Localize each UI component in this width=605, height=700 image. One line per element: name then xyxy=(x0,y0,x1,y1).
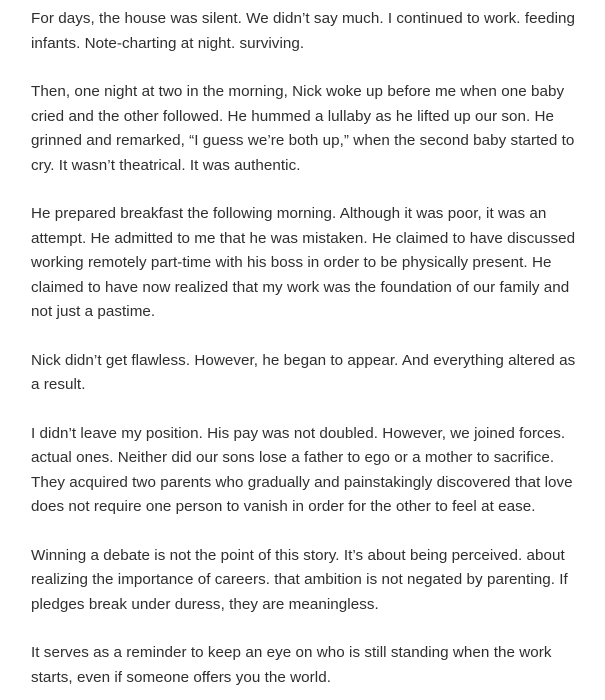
paragraph: Then, one night at two in the morning, Nick woke up before me when one baby cried and the other followed. He hummed a lullaby as he lifted up our son. He grinned and remarked, “I guess we’re both up,” when the second baby started to cry. It wasn’t theatrical. It was authentic. xyxy=(31,83,575,174)
paragraph: Nick didn’t get flawless. However, he began to appear. And everything altered as a result. xyxy=(31,351,576,393)
paragraph: He prepared breakfast the following morning. Although it was poor, it was an attempt. He admitted to me that he was mistaken. He claimed to have discussed working remotely part-time with his boss in order to be physically present. He claimed to have now realized that my work was the foundation of our family and not just a pastime. xyxy=(31,205,576,320)
paragraph: It serves as a reminder to keep an eye on who is still standing when the work starts, even if someone offers you the world. xyxy=(31,644,552,686)
paragraph: For days, the house was silent. We didn’t say much. I continued to work. feeding infants. Note-charting at night. surviving. xyxy=(31,10,576,52)
paragraph: I didn’t leave my position. His pay was not doubled. However, we joined forces. actual ones. Neither did our sons lose a father to ego or a mother to sacrifice. They acquired two parents who gradually and painstakingly discovered that love does not require one person to vanish in order for the other to feel at ease. xyxy=(31,424,573,515)
paragraph: Winning a debate is not the point of this story. It’s about being perceived. about realizing the importance of careers. that ambition is not negated by parenting. If pledges break under duress, they are meaningless. xyxy=(31,546,568,613)
